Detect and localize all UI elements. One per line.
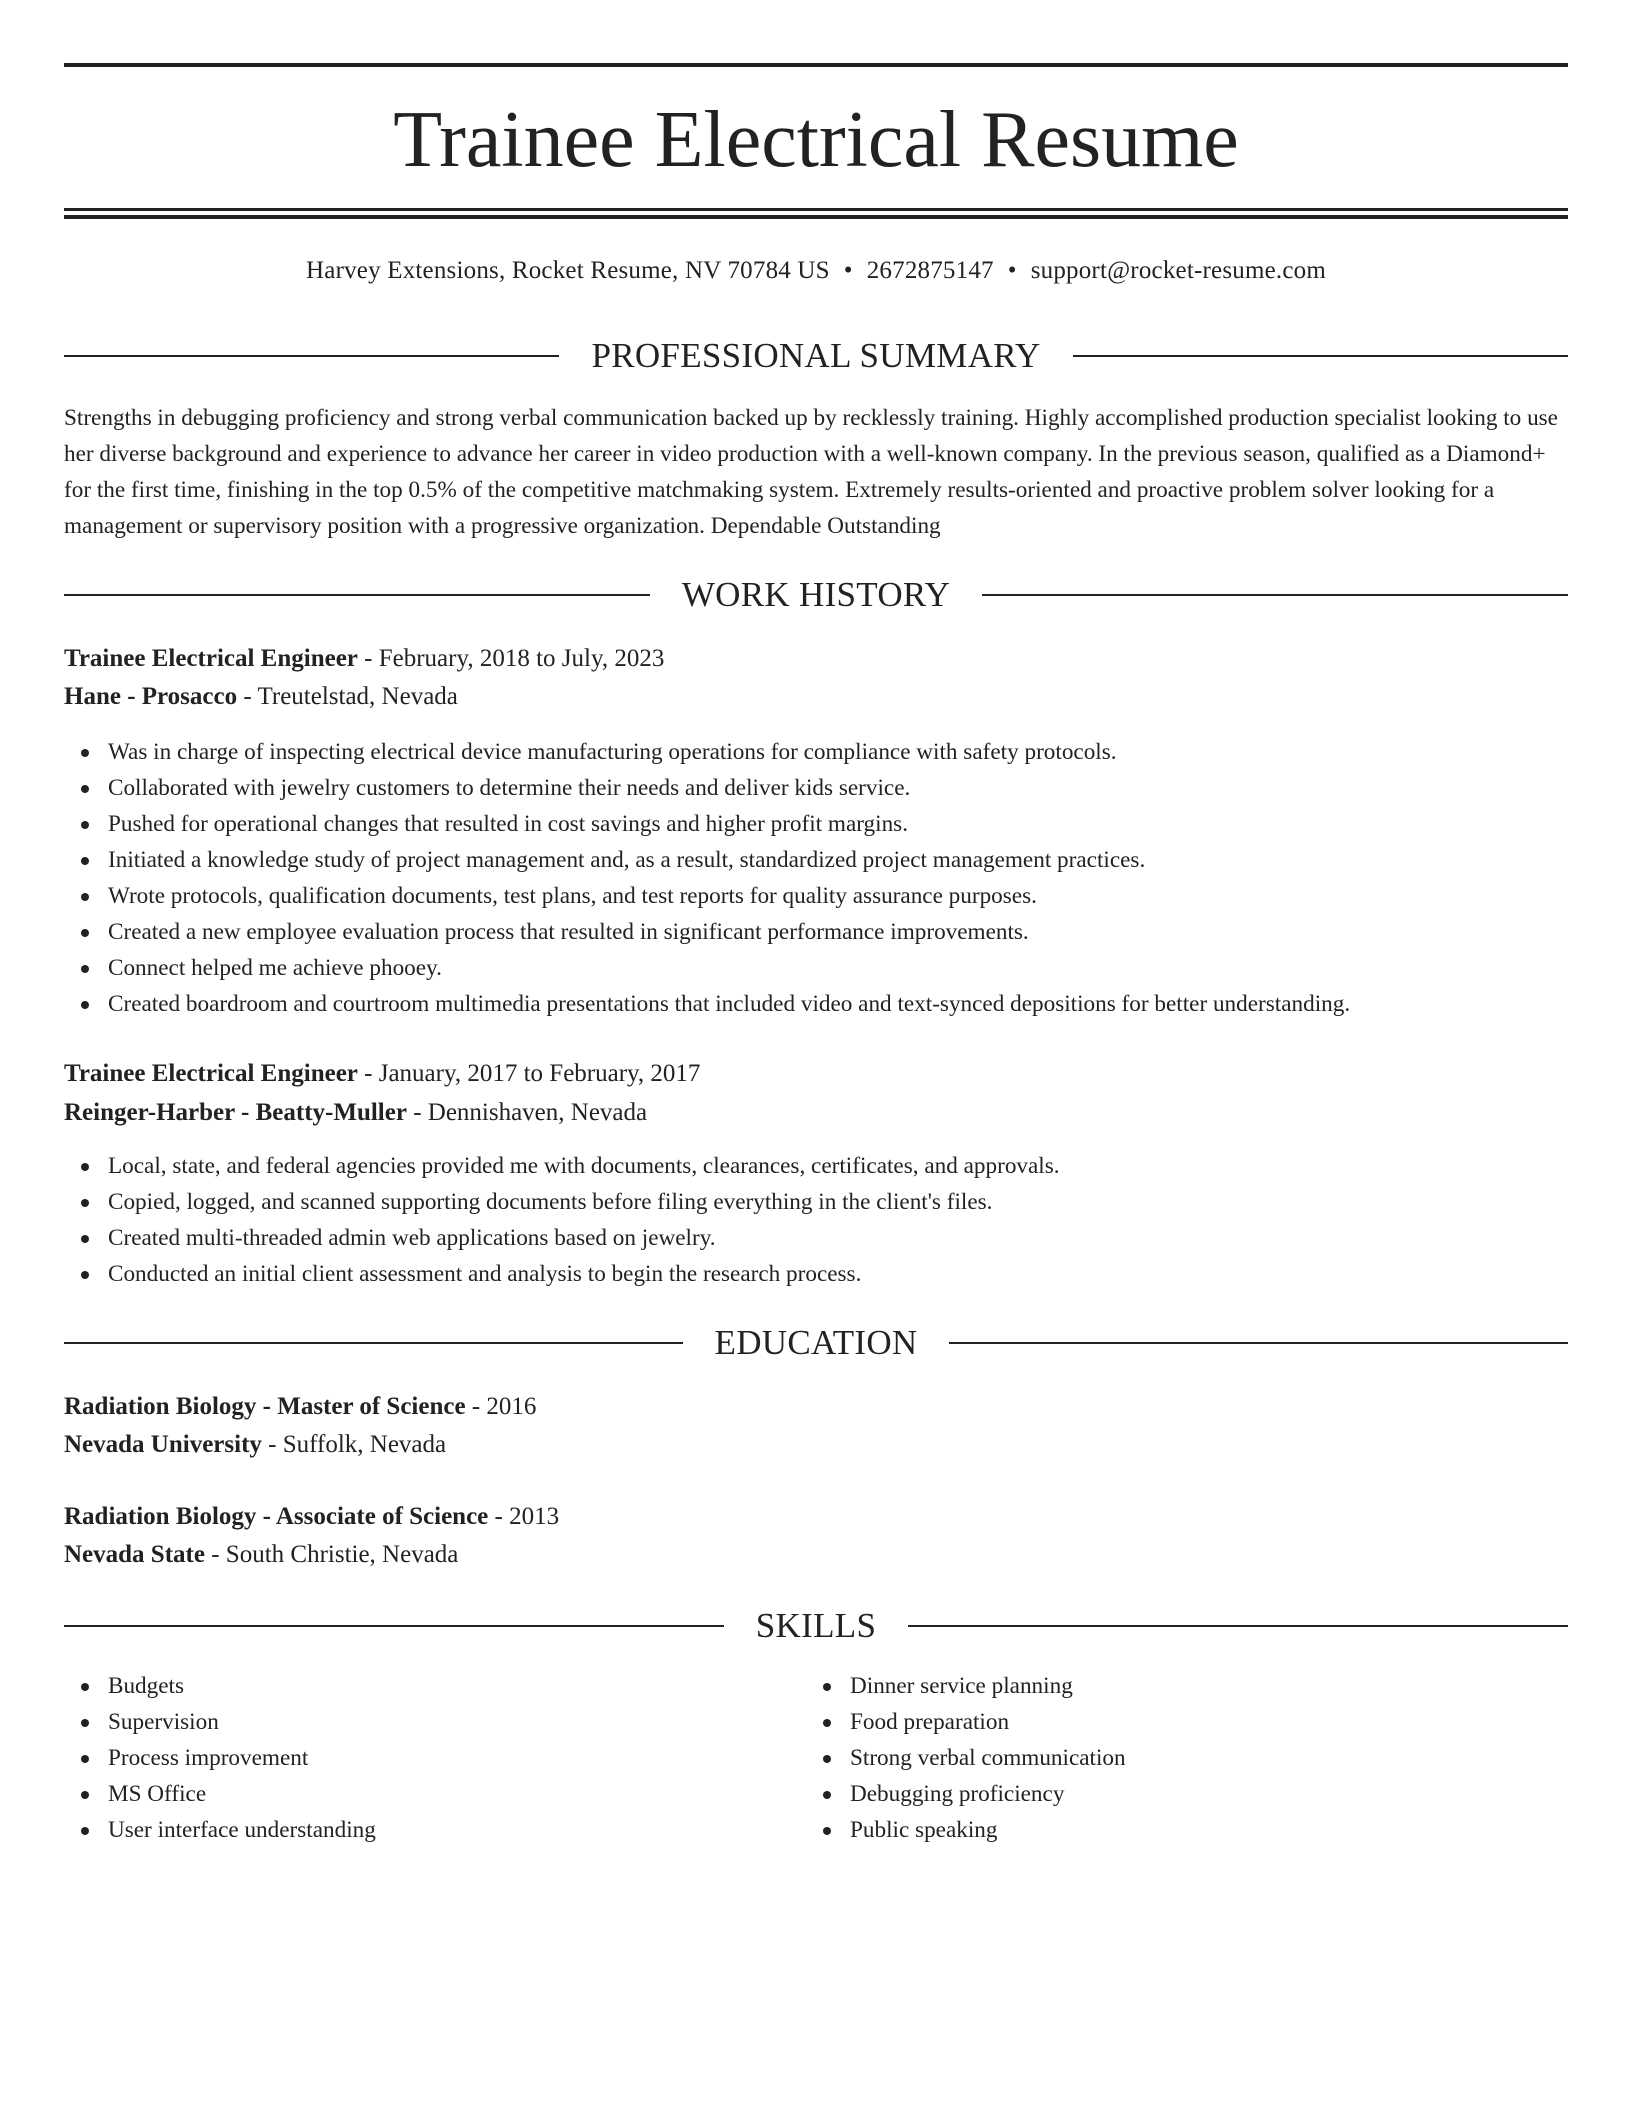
- contact-separator: •: [843, 257, 853, 284]
- education-degree: Radiation Biology - Associate of Science: [64, 1503, 489, 1530]
- contact-separator: •: [1007, 257, 1017, 284]
- list-item: Collaborated with jewelry customers to determine their needs and deliver kids service.: [64, 770, 1568, 806]
- education-year: - 2013: [488, 1503, 560, 1530]
- education-degree-line: [64, 1499, 1568, 1535]
- list-item: Created multi-threaded admin web applications based on jewelry.: [64, 1220, 1568, 1256]
- job-title-line: [64, 1056, 1568, 1092]
- heading-rule-right: [949, 1342, 1568, 1344]
- skill-item: Food preparation: [806, 1704, 1632, 1740]
- job-title: Trainee Electrical Engineer: [64, 1060, 358, 1087]
- skills-heading-label: SKILLS: [755, 1606, 877, 1645]
- skills-list-right: [806, 1668, 1632, 1848]
- skill-item: Budgets: [64, 1668, 1568, 1704]
- contact-phone: 2672875147: [866, 257, 994, 284]
- list-item: Created boardroom and courtroom multimedia presentations that included video and text-synced depositions for better understanding.: [64, 986, 1568, 1022]
- skill-item: User interface understanding: [64, 1812, 1568, 1848]
- skill-item: MS Office: [64, 1776, 1568, 1812]
- heading-rule-right: [1073, 355, 1568, 357]
- list-item: Conducted an initial client assessment and analysis to begin the research process.: [64, 1256, 1568, 1292]
- job-title: Trainee Electrical Engineer: [64, 645, 358, 672]
- job-title-line: [64, 641, 1568, 677]
- list-item: Local, state, and federal agencies provided me with documents, clearances, certificates, and approvals.: [64, 1148, 1568, 1184]
- header-double-rule: [64, 208, 1568, 219]
- skill-item: Debugging proficiency: [806, 1776, 1632, 1812]
- education-location: - South Christie, Nevada: [204, 1541, 459, 1568]
- summary-heading: [64, 334, 1568, 378]
- contact-address: Harvey Extensions, Rocket Resume, NV 70784 US: [306, 257, 830, 284]
- education-school: Nevada University: [64, 1431, 262, 1458]
- heading-rule-left: [64, 1342, 683, 1344]
- job-dates: - January, 2017 to February, 2017: [357, 1060, 701, 1087]
- list-item: Initiated a knowledge study of project management and, as a result, standardized project management practices.: [64, 842, 1568, 878]
- skill-item: Dinner service planning: [806, 1668, 1632, 1704]
- list-item: Wrote protocols, qualification documents, test plans, and test reports for quality assurance purposes.: [64, 878, 1568, 914]
- skill-item: Supervision: [64, 1704, 1568, 1740]
- work-history-heading-label: WORK HISTORY: [681, 575, 951, 614]
- resume-title: Trainee Electrical Resume: [393, 96, 1239, 184]
- contact-email: support@rocket-resume.com: [1030, 257, 1326, 284]
- list-item: Created a new employee evaluation process that resulted in significant performance improvements.: [64, 914, 1568, 950]
- heading-rule-left: [64, 1625, 724, 1627]
- job-location: - Treutelstad, Nevada: [237, 683, 458, 710]
- summary-text: Strengths in debugging proficiency and strong verbal communication backed up by recklessly training. Highly accomplished production specialist looking to use her diverse background and experience to advance her career in video production with a well-known company. In the previous season, qualified as a Diamond+ for the first time, finishing in the top 0.5% of the competitive matchmaking system. Extremely results-oriented and proactive problem solver looking for a management or supervisory position with a progressive organization. Dependable Outstanding: [64, 405, 1558, 539]
- education-heading-label: EDUCATION: [714, 1323, 918, 1362]
- list-item: Pushed for operational changes that resulted in cost savings and higher profit margins.: [64, 806, 1568, 842]
- list-item: Copied, logged, and scanned supporting documents before filing everything in the client's files.: [64, 1184, 1568, 1220]
- list-item: Connect helped me achieve phooey.: [64, 950, 1568, 986]
- education-school-line: [64, 1537, 1568, 1573]
- heading-rule-right: [982, 594, 1568, 596]
- skill-item: Public speaking: [806, 1812, 1632, 1848]
- contact-line: [64, 254, 1568, 288]
- job-company-line: [64, 1095, 1568, 1131]
- job-company: Reinger-Harber - Beatty-Muller: [64, 1099, 407, 1126]
- education-school-line: [64, 1427, 1568, 1463]
- job-company: Hane - Prosacco: [64, 683, 238, 710]
- summary-heading-label: PROFESSIONAL SUMMARY: [591, 336, 1041, 375]
- heading-rule-left: [64, 355, 559, 357]
- skill-item: Process improvement: [64, 1740, 1568, 1776]
- job-location: - Dennishaven, Nevada: [406, 1099, 648, 1126]
- job-dates: - February, 2018 to July, 2023: [357, 645, 665, 672]
- education-degree-line: [64, 1389, 1568, 1425]
- heading-rule-left: [64, 594, 650, 596]
- job-duties-list: [64, 1148, 1568, 1292]
- education-location: - Suffolk, Nevada: [261, 1431, 447, 1458]
- list-item: Was in charge of inspecting electrical device manufacturing operations for compliance with safety protocols.: [64, 734, 1568, 770]
- heading-rule-right: [908, 1625, 1568, 1627]
- skill-item: Strong verbal communication: [806, 1740, 1632, 1776]
- education-year: - 2016: [465, 1393, 537, 1420]
- education-degree: Radiation Biology - Master of Science: [64, 1393, 466, 1420]
- skills-heading: [64, 1604, 1568, 1648]
- education-heading: [64, 1321, 1568, 1365]
- job-company-line: [64, 679, 1568, 715]
- header-top-rule: [64, 63, 1568, 67]
- work-history-heading: [64, 573, 1568, 617]
- education-school: Nevada State: [64, 1541, 205, 1568]
- job-duties-list: [64, 734, 1568, 1022]
